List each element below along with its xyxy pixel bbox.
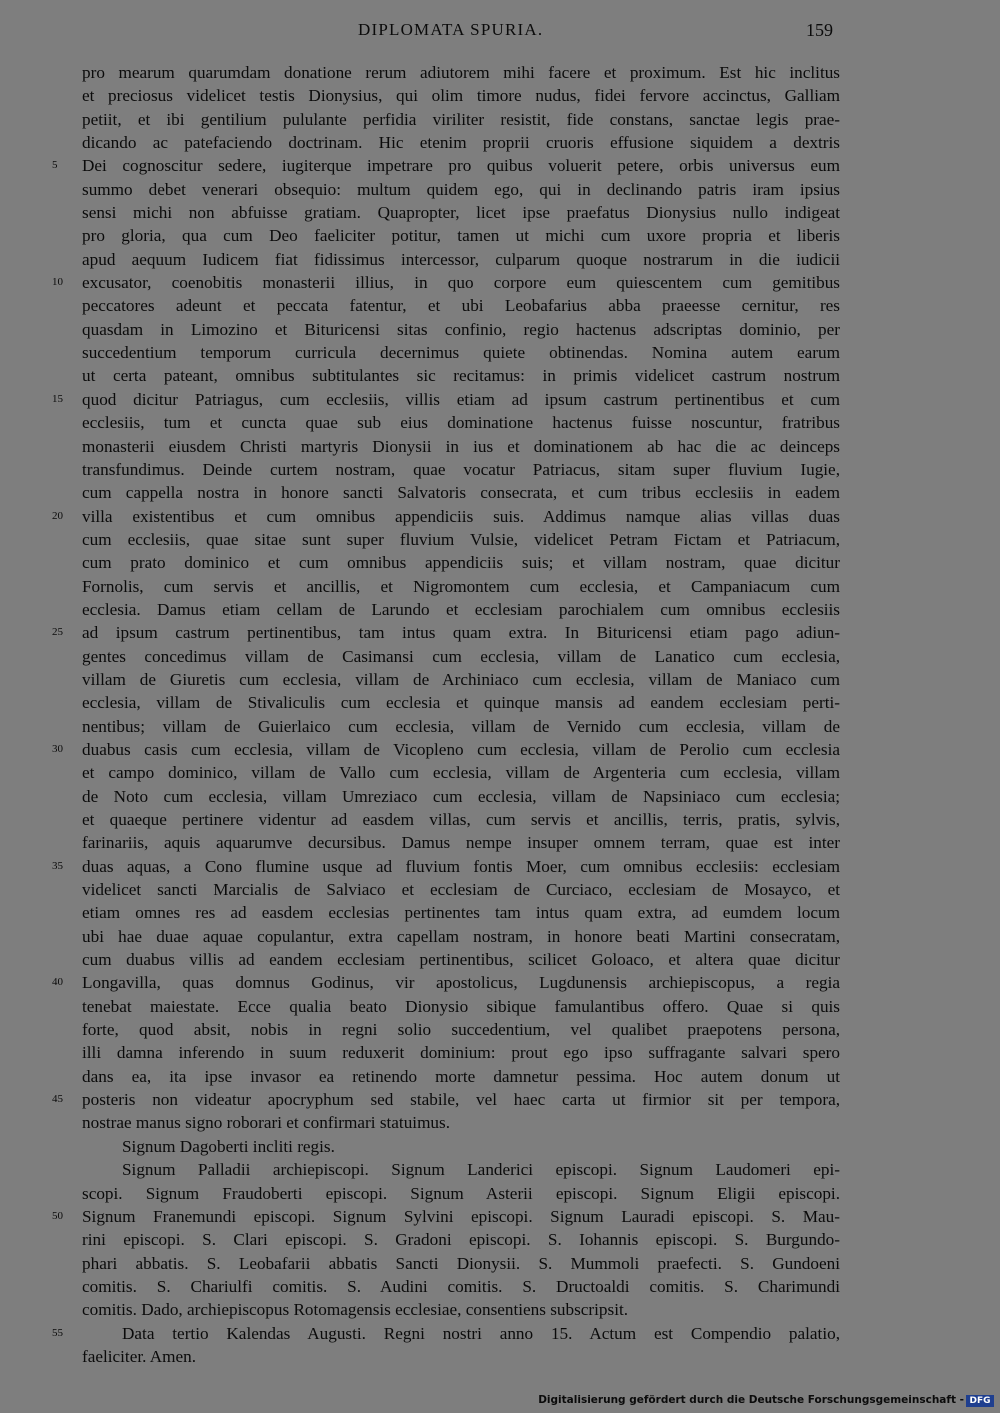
line-number: 45 xyxy=(52,1093,63,1106)
text-line xyxy=(0,341,1000,364)
text-line xyxy=(0,1345,1000,1368)
line-text: apud aequum Iudicem fiat fidissimus intercessor, culparum quoque nostrarum in die iudicii xyxy=(82,249,840,269)
line-number: 35 xyxy=(52,859,63,872)
text-line xyxy=(0,925,1000,948)
line-text: tenebat maiestate. Ecce qualia beato Dionysio sibique famulantibus offero. Quae si quis xyxy=(82,996,840,1016)
dfg-logo: DFG xyxy=(966,1395,994,1407)
text-line xyxy=(0,878,1000,901)
text-line xyxy=(0,855,1000,878)
text-line xyxy=(0,201,1000,224)
line-text: duabus casis cum ecclesia, villam de Vicopleno cum ecclesia, villam de Perolio cum ecclesia xyxy=(82,739,840,759)
text-line xyxy=(0,388,1000,411)
line-number: 10 xyxy=(52,276,63,289)
line-text: Signum Dagoberti incliti regis. xyxy=(122,1136,335,1156)
line-text: dicando ac patefaciendo doctrinam. Hic etenim proprii cruoris effusione siquidem a dextris xyxy=(82,133,840,153)
text-line xyxy=(0,131,1000,154)
text-line xyxy=(0,901,1000,924)
line-text: Signum Franemundi episcopi. Signum Sylvini episcopi. Signum Lauradi episcopi. S. Mau- xyxy=(82,1206,840,1226)
footer-credit: Digitalisierung gefördert durch die Deutsche Forschungsgemeinschaft - xyxy=(538,1394,964,1406)
text-line xyxy=(0,1088,1000,1111)
body-text xyxy=(0,61,1000,1368)
line-text: Data tertio Kalendas Augusti. Regni nostri anno 15. Actum est Compendio palatio, xyxy=(122,1323,840,1343)
line-text: ecclesia. Damus etiam cellam de Larundo et ecclesiam parochialem cum omnibus ecclesiis xyxy=(82,599,840,619)
line-text: duas aquas, a Cono flumine usque ad fluvium fontis Moer, cum omnibus ecclesiis: ecclesiam xyxy=(82,856,840,876)
text-line xyxy=(0,668,1000,691)
line-text: sensi michi non abfuisse gratiam. Quapropter, licet ipse praefatus Dionysius nullo indigeat xyxy=(82,203,840,223)
text-line xyxy=(0,1158,1000,1181)
text-line xyxy=(0,1018,1000,1041)
line-text: faeliciter. Amen. xyxy=(82,1346,197,1366)
text-line xyxy=(0,1182,1000,1205)
line-text: ecclesiis, tum et cuncta quae sub eius dominatione hactenus fuisse noscuntur, fratribus xyxy=(82,413,840,433)
line-text: cum prato dominico et cum omnibus appendiciis suis; et villam nostram, quae dicitur xyxy=(82,553,840,573)
line-text: comitis. S. Chariulfi comitis. S. Audini comitis. S. Dructoaldi comitis. S. Charimundi xyxy=(82,1276,840,1296)
line-number: 55 xyxy=(52,1326,63,1339)
line-number: 50 xyxy=(52,1209,63,1222)
line-number: 40 xyxy=(52,976,63,989)
text-line xyxy=(0,435,1000,458)
text-line xyxy=(0,1275,1000,1298)
text-line xyxy=(0,178,1000,201)
line-text: posteris non videatur apocryphum sed stabile, vel haec carta ut firmior sit per tempora, xyxy=(82,1090,840,1110)
text-line xyxy=(0,831,1000,854)
text-line xyxy=(0,1298,1000,1321)
text-line xyxy=(0,551,1000,574)
line-text: scopi. Signum Fraudoberti episcopi. Signum Asterii episcopi. Signum Eligii episcopi. xyxy=(82,1183,840,1203)
text-line xyxy=(0,505,1000,528)
text-line xyxy=(0,1228,1000,1251)
line-text: quod dicitur Patriagus, cum ecclesiis, villis etiam ad ipsum castrum pertinentibus et cum xyxy=(82,389,840,409)
line-number: 5 xyxy=(52,159,58,172)
line-text: illi damna inferendo in suum reduxerit dominium: prout ego ipso suffragante salvari spero xyxy=(82,1043,840,1063)
line-text: monasterii eiusdem Christi martyris Dionysii in ius et dominationem ab hac die ac deinceps xyxy=(82,436,840,456)
line-text: villa existentibus et cum omnibus appendiciis suis. Addimus namque alias villas duas xyxy=(82,506,840,526)
line-text: Signum Palladii archiepiscopi. Signum Landerici episcopi. Signum Laudomeri epi- xyxy=(122,1160,840,1180)
text-line xyxy=(0,575,1000,598)
line-text: videlicet sancti Marcialis de Salviaco et ecclesiam de Curciaco, ecclesiam de Mosayco, et xyxy=(82,880,840,900)
text-line xyxy=(0,761,1000,784)
text-line xyxy=(0,528,1000,551)
text-line xyxy=(0,785,1000,808)
line-text: pro gloria, qua cum Deo faeliciter potitur, tamen ut michi cum uxore propria et liberis xyxy=(82,226,840,246)
text-line xyxy=(0,738,1000,761)
text-line xyxy=(0,598,1000,621)
text-line xyxy=(0,364,1000,387)
text-line xyxy=(0,1252,1000,1275)
text-line xyxy=(0,1205,1000,1228)
line-text: peccatores adeunt et peccata fatentur, et ubi Leobafarius abba praeesse cernitur, res xyxy=(82,296,840,316)
text-line xyxy=(0,271,1000,294)
text-line xyxy=(0,1111,1000,1134)
line-text: et preciosus videlicet testis Dionysius, qui olim timore nudus, fidei fervore accinctus, Galliam xyxy=(82,86,840,106)
text-line xyxy=(0,808,1000,831)
line-text: ubi hae duae aquae copulantur, extra capellam nostram, in honore beati Martini consecratam, xyxy=(82,926,840,946)
text-line xyxy=(0,84,1000,107)
running-title: DIPLOMATA SPURIA. xyxy=(358,20,544,39)
line-number: 20 xyxy=(52,509,63,522)
text-line xyxy=(0,715,1000,738)
line-text: Longavilla, quas domnus Godinus, vir apostolicus, Lugdunensis archiepiscopus, a regia xyxy=(82,973,840,993)
line-text: nentibus; villam de Guierlaico cum ecclesia, villam de Vernido cum ecclesia, villam de xyxy=(82,716,840,736)
text-line xyxy=(0,224,1000,247)
line-number: 30 xyxy=(52,742,63,755)
page-number: 159 xyxy=(806,20,833,40)
line-text: excusator, coenobitis monasterii illius, in quo corpore eum quiescentem cum gemitibus xyxy=(82,273,840,293)
line-number: 15 xyxy=(52,392,63,405)
text-line xyxy=(0,61,1000,84)
text-line xyxy=(0,108,1000,131)
line-text: et campo dominico, villam de Vallo cum ecclesia, villam de Argenteria cum ecclesia, villam xyxy=(82,763,840,783)
text-line xyxy=(0,995,1000,1018)
line-text: transfundimus. Deinde curtem nostram, quae vocatur Patriacus, sitam super fluvium Iugie, xyxy=(82,459,840,479)
line-text: Dei cognoscitur sedere, iugiterque impetrare pro quibus voluerit petere, orbis universus eum xyxy=(82,156,840,176)
text-line xyxy=(0,458,1000,481)
text-line xyxy=(0,645,1000,668)
text-line xyxy=(0,154,1000,177)
line-text: cum ecclesiis, quae sitae sunt super fluvium Vulsie, videlicet Petram Fictam et Patriacum, xyxy=(82,529,840,549)
line-text: ecclesia, villam de Stivaliculis cum ecclesia et quinque mansis ad eandem ecclesiam perti- xyxy=(82,693,840,713)
text-line xyxy=(0,411,1000,434)
text-line xyxy=(0,1135,1000,1158)
line-text: succedentium temporum curricula decernimus quiete obtinendas. Nomina autem earum xyxy=(82,343,840,363)
line-text: cum duabus villis ad eandem ecclesiam pertinentibus, scilicet Goloaco, et altera quae dicitur xyxy=(82,950,840,970)
line-text: Fornolis, cum servis et ancillis, et Nigromontem cum ecclesia, et Campaniacum cum xyxy=(82,576,840,596)
line-text: cum cappella nostra in honore sancti Salvatoris consecrata, et cum tribus ecclesiis in eadem xyxy=(82,483,840,503)
line-text: rini episcopi. S. Clari episcopi. S. Gradoni episcopi. S. Iohannis episcopi. S. Burgundo- xyxy=(82,1230,840,1250)
line-text: dans ea, ita ipse invasor ea retinendo morte damnetur pessima. Hoc autem donum ut xyxy=(82,1066,840,1086)
line-text: ad ipsum castrum pertinentibus, tam intus quam extra. In Bituricensi etiam pago adiun- xyxy=(82,623,840,643)
line-text: petiit, et ibi gentilium pululante perfidia viriliter resistit, fide constans, sanctae legis prae- xyxy=(82,109,840,129)
line-text: et quaeque pertinere videntur ad easdem villas, cum servis et ancillis, terris, pratis, sylvis, xyxy=(82,810,840,829)
line-text: quasdam in Limozino et Bituricensi sitas confinio, regio hactenus adscriptas dominio, per xyxy=(82,319,840,339)
line-text: forte, quod absit, nobis in regni solio succedentium, vel qualibet praepotens persona, xyxy=(82,1020,840,1040)
text-line xyxy=(0,621,1000,644)
line-text: pro mearum quarumdam donatione rerum adiutorem mihi facere et proximum. Est hic inclitus xyxy=(82,63,840,82)
line-text: ut certa pateant, omnibus subtitulantes sic recitamus: in primis videlicet castrum nostrum xyxy=(82,366,840,386)
line-text: etiam omnes res ad easdem ecclesias pertinentes tam intus quam extra, ad eumdem locum xyxy=(82,903,840,923)
line-text: summo debet venerari obsequio: multum quidem ego, qui in declinando patris iram ipsius xyxy=(82,179,840,199)
text-line xyxy=(0,1041,1000,1064)
text-line xyxy=(0,318,1000,341)
text-line xyxy=(0,1322,1000,1345)
text-line xyxy=(0,1065,1000,1088)
line-text: farinariis, aquis aquarumve decursibus. Damus nempe insuper omnem terram, quae est inter xyxy=(82,833,840,853)
line-text: de Noto cum ecclesia, villam Umreziaco cum ecclesia, villam de Napsiniaco cum ecclesia; xyxy=(82,786,840,806)
footer xyxy=(0,1394,1000,1410)
line-text: phari abbatis. S. Leobafarii abbatis Sancti Dionysii. S. Mummoli praefecti. S. Gundoeni xyxy=(82,1253,840,1273)
text-line xyxy=(0,948,1000,971)
line-text: nostrae manus signo roborari et confirmari statuimus. xyxy=(82,1113,451,1133)
text-line xyxy=(0,294,1000,317)
page-header xyxy=(0,20,1000,46)
text-line xyxy=(0,481,1000,504)
text-line xyxy=(0,691,1000,714)
text-line xyxy=(0,971,1000,994)
line-text: villam de Giuretis cum ecclesia, villam de Archiniaco cum ecclesia, villam de Maniaco cum xyxy=(82,669,840,689)
line-text: comitis. Dado, archiepiscopus Rotomagensis ecclesiae, consentiens subscripsit. xyxy=(82,1300,629,1320)
line-number: 25 xyxy=(52,626,63,639)
text-line xyxy=(0,248,1000,271)
line-text: gentes concedimus villam de Casimansi cum ecclesia, villam de Lanatico cum ecclesia, xyxy=(82,646,840,666)
